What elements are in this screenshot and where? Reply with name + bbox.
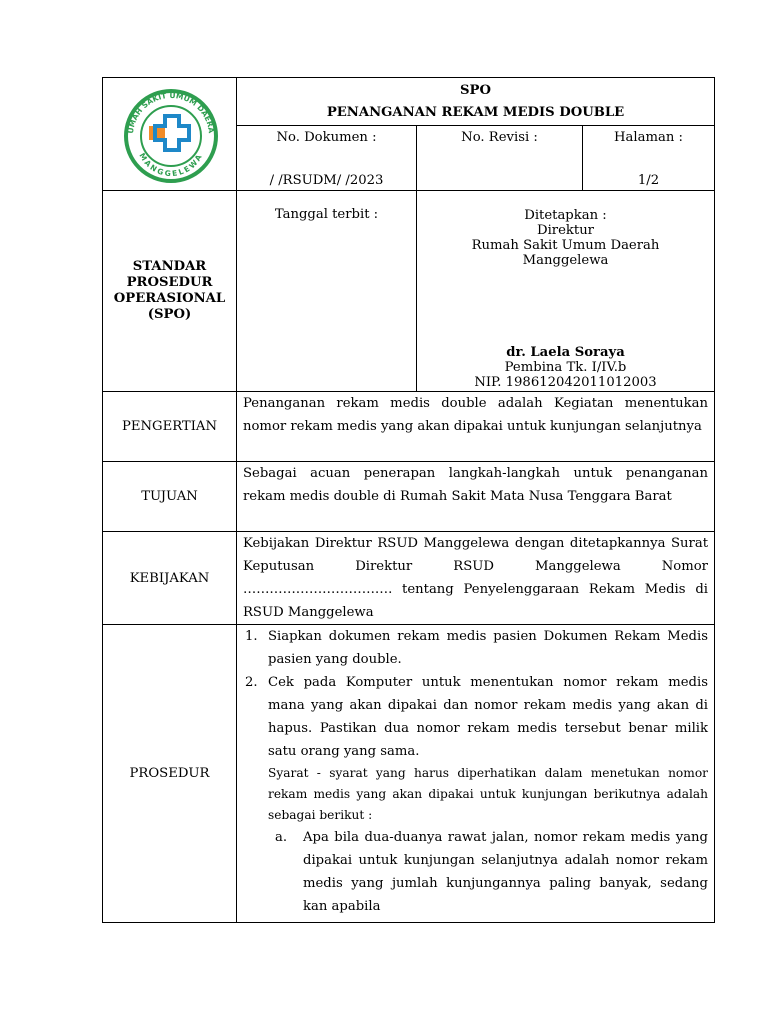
list-item xyxy=(243,625,708,671)
revision-label: No. Revisi : xyxy=(461,129,538,145)
pengertian-text: Penanganan rekam medis double adalah Kegiatan menentukan nomor rekam medis yang akan dipakai untuk kunjungan selanjutnya xyxy=(243,396,708,434)
approval-city: Manggelewa xyxy=(522,253,609,268)
step-number: 2. xyxy=(245,675,258,690)
document-title: PENANGANAN REKAM MEDIS DOUBLE xyxy=(326,105,625,120)
approval-cell xyxy=(417,191,715,392)
spo-document-table xyxy=(102,77,715,923)
tujuan-content-cell xyxy=(237,462,715,532)
substep-letter: a. xyxy=(275,830,288,845)
step-text: Cek pada Komputer untuk menentukan nomor rekam medis mana yang akan dipakai dan nomor rekam medis yang akan di hapus. Pastikan dua nomor rekam medis tersebut benar milik satu orang yang sama. xyxy=(268,675,708,759)
list-item xyxy=(243,671,708,763)
syarat-text: Syarat - syarat yang harus diperhatikan dalam menetukan nomor rekam medis yang akan dipakai untuk kunjungan berikutnya adalah sebagai berikut : xyxy=(268,766,708,822)
approval-hospital: Rumah Sakit Umum Daerah xyxy=(471,238,660,253)
logo-arc-text-bottom: MANGGELEWA xyxy=(137,151,205,179)
logo-cell xyxy=(103,78,237,191)
signer-nip: NIP. 198612042011012003 xyxy=(474,375,657,390)
kebijakan-label-cell xyxy=(103,532,237,625)
prosedur-steps xyxy=(243,625,708,763)
page-label: Halaman : xyxy=(614,129,683,145)
prosedur-content-cell xyxy=(237,625,715,923)
signer-rank: Pembina Tk. I/IV.b xyxy=(504,360,627,375)
doc-number-label: No. Dokumen : xyxy=(276,129,377,145)
doc-number-value: / /RSUDM/ /2023 xyxy=(269,173,384,188)
list-item xyxy=(243,826,708,918)
hospital-logo xyxy=(103,78,237,186)
title-cell xyxy=(237,78,715,126)
approval-label: Ditetapkan : xyxy=(524,208,607,223)
signer-name: dr. Laela Soraya xyxy=(506,345,625,360)
kebijakan-content-cell xyxy=(237,532,715,625)
prosedur-label: PROSEDUR xyxy=(129,766,210,781)
revision-cell xyxy=(417,125,583,190)
spo-label-cell xyxy=(103,191,237,392)
tujuan-text: Sebagai acuan penerapan langkah-langkah untuk penanganan rekam medis double di Rumah Sakit Mata Nusa Tenggara Barat xyxy=(243,466,708,504)
pengertian-label: PENGERTIAN xyxy=(122,419,217,434)
kebijakan-text: Kebijakan Direktur RSUD Manggelewa dengan ditetapkannya Surat Keputusan Direktur RSUD Manggelewa Nomor ……………………………. tentang Penyelenggaraan Rekam Medis di RSUD Manggelewa xyxy=(243,536,708,620)
tujuan-label: TUJUAN xyxy=(141,489,198,504)
page-cell xyxy=(583,125,715,190)
prosedur-label-cell xyxy=(103,625,237,923)
logo-arc-text-top: UMAH SAKIT UMUM DAERA xyxy=(126,90,216,135)
tujuan-label-cell xyxy=(103,462,237,532)
issue-date-cell xyxy=(237,191,417,392)
approval-director: Direktur xyxy=(537,223,594,238)
step-text: Siapkan dokumen rekam medis pasien Dokumen Rekam Medis pasien yang double. xyxy=(268,629,708,667)
syarat-substeps xyxy=(243,826,708,918)
pengertian-content-cell xyxy=(237,392,715,462)
step-number: 1. xyxy=(245,629,258,644)
substep-text: Apa bila dua-duanya rawat jalan, nomor rekam medis yang dipakai untuk kunjungan selanjutnya adalah nomor rekam medis yang jumlah kunjungannya paling banyak, sedang kan apabila xyxy=(303,830,708,914)
spo-label: STANDAR PROSEDUR OPERASIONAL (SPO) xyxy=(113,259,226,322)
page-value: 1/2 xyxy=(637,173,660,188)
pengertian-label-cell xyxy=(103,392,237,462)
spo-heading: SPO xyxy=(460,83,491,98)
issue-date-label: Tanggal terbit : xyxy=(274,207,379,222)
kebijakan-label: KEBIJAKAN xyxy=(129,570,210,586)
doc-number-cell xyxy=(237,125,417,190)
